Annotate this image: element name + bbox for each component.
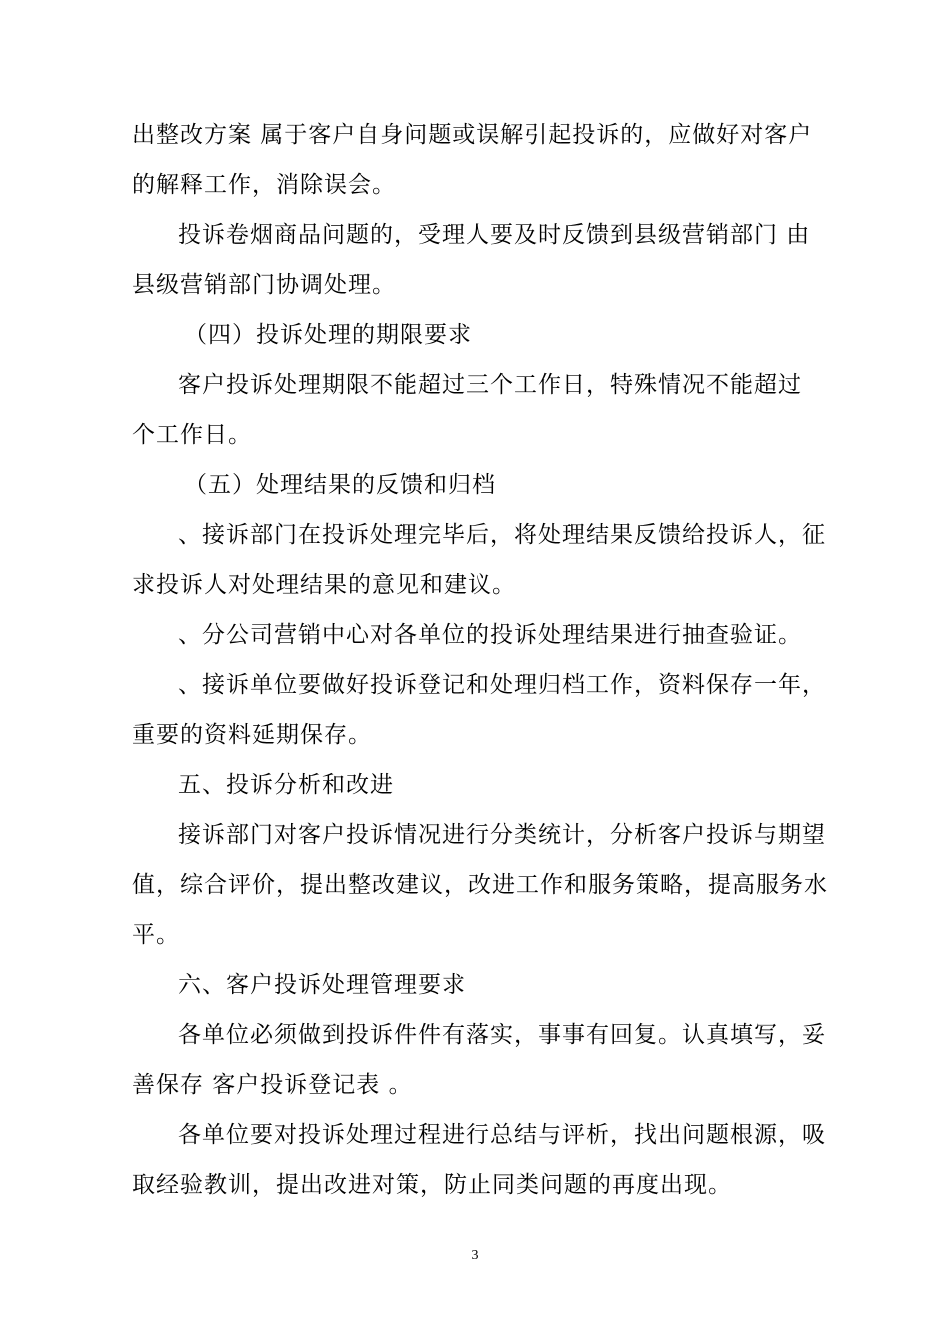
heading-time-limit: （四）投诉处理的期限要求: [184, 322, 472, 348]
paragraph-feedback-1: 、接诉部门在投诉处理完毕后，将处理结果反馈给投诉人，征求投诉人对处理结果的意见和建议。: [132, 522, 826, 598]
page-number: 3: [471, 1248, 479, 1263]
paragraph-feedback-2: 、分公司营销中心对各单位的投诉处理结果进行抽查验证。: [178, 622, 802, 648]
paragraph-management-2: 各单位要对投诉处理过程进行总结与评析，找出问题根源，吸取经验教训，提出改进对策，防止同类问题的再度出现。: [132, 1122, 826, 1198]
paragraph-feedback-3: 、接诉单位要做好投诉登记和处理归档工作，资料保存一年，重要的资料延期保存。: [132, 672, 826, 748]
paragraph-management-1: 各单位必须做到投诉件件有落实，事事有回复。认真填写，妥善保存 客户投诉登记表 。: [132, 1022, 826, 1098]
paragraph-analysis: 接诉部门对客户投诉情况进行分类统计，分析客户投诉与期望值，综合评价，提出整改建议，改进工作和服务策略，提高服务水平。: [132, 822, 828, 948]
paragraph-time-limit: 客户投诉处理期限不能超过三个工作日，特殊情况不能超过 个工作日。: [132, 372, 802, 448]
heading-management-requirements: 六、客户投诉处理管理要求: [178, 972, 466, 998]
heading-feedback-archive: （五）处理结果的反馈和归档: [184, 472, 496, 498]
paragraph-cigarette-complaints: 投诉卷烟商品问题的，受理人要及时反馈到县级营销部门 由县级营销部门协调处理。: [132, 222, 811, 298]
paragraph-rectification-plan: 出整改方案 属于客户自身问题或误解引起投诉的，应做好对客户的解释工作，消除误会。: [132, 122, 813, 198]
heading-analysis-improvement: 五、投诉分析和改进: [178, 772, 394, 798]
